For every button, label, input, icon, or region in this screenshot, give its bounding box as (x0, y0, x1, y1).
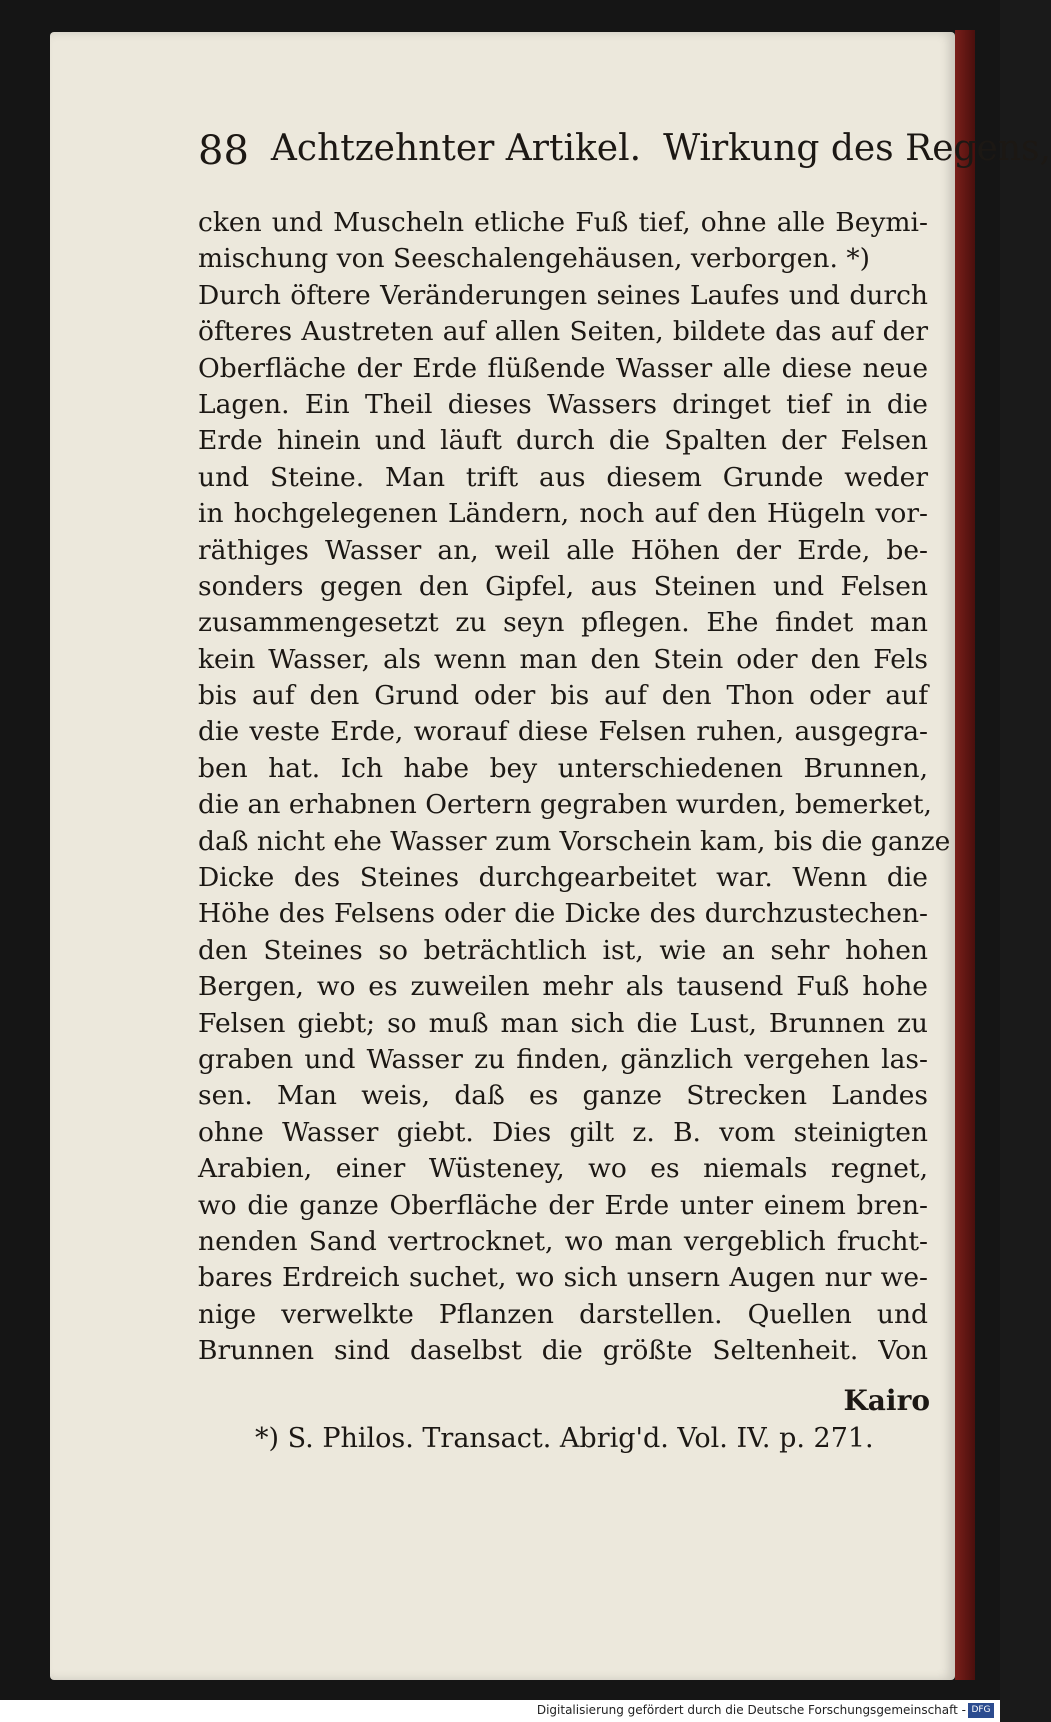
text-line: den Steines so beträchtlich ist, wie an sehr hohen (198, 934, 928, 966)
text-line: Felsen giebt; so muß man sich die Lust, Brunnen zu (198, 1007, 928, 1039)
text-line: in hochgelegenen Ländern, noch auf den Hügeln vor- (198, 498, 928, 530)
page-number: 88 (198, 128, 249, 174)
text-line: Bergen, wo es zuweilen mehr als tausend Fuß hohe (198, 971, 928, 1003)
text-line: zusammengesetzt zu seyn pflegen. Ehe findet man (198, 607, 928, 639)
text-line: kein Wasser, als wenn man den Stein oder den Fels (198, 643, 928, 675)
text-line: bis auf den Grund oder bis auf den Thon oder auf (198, 680, 928, 712)
book-cover-edge (955, 30, 975, 1680)
text-line: Dicke des Steines durchgearbeitet war. Wenn die (198, 862, 928, 894)
text-line: ben hat. Ich habe bey unterschiedenen Brunnen, (198, 752, 928, 784)
text-line: ohne Wasser giebt. Dies gilt z. B. vom steinigten (198, 1116, 928, 1148)
text-line: graben und Wasser zu finden, gänzlich vergehen las- (198, 1043, 928, 1075)
running-header (198, 128, 1051, 174)
text-line: Durch öftere Veränderungen seines Laufes und durch (198, 279, 928, 311)
body-text (198, 205, 951, 1370)
article-title: Achtzehnter Artikel. (270, 128, 642, 169)
running-title: Wirkung des Regens, (663, 128, 1051, 169)
text-line: räthiges Wasser an, weil alle Höhen der Erde, be- (198, 534, 928, 566)
text-line: Lagen. Ein Theil dieses Wassers dringet tief in die (198, 388, 928, 420)
text-line: Erde hinein und läuft durch die Spalten der Felsen (198, 425, 928, 457)
digitization-footer (0, 1700, 1000, 1722)
footer-credit-text: Digitalisierung gefördert durch die Deutsche Forschungsgemeinschaft - (536, 1703, 966, 1717)
text-line: daß nicht ehe Wasser zum Vorschein kam, bis die ganze (198, 825, 951, 857)
text-line: bares Erdreich suchet, wo sich unsern Augen nur we- (198, 1262, 928, 1294)
text-line: mischung von Seeschalengehäusen, verborgen. *) (198, 243, 870, 275)
text-line: cken und Muscheln etliche Fuß tief, ohne alle Beymi- (198, 207, 928, 238)
text-line: die veste Erde, worauf diese Felsen ruhen, ausgegra- (198, 716, 928, 748)
text-line: sen. Man weis, daß es ganze Strecken Landes (198, 1080, 928, 1112)
text-line: Höhe des Felsens oder die Dicke des durchzustechen- (198, 898, 928, 930)
text-line: wo die ganze Oberfläche der Erde unter einem bren- (198, 1189, 928, 1221)
text-line: Arabien, einer Wüsteney, wo es niemals regnet, (198, 1153, 928, 1185)
text-line: nige verwelkte Pflanzen darstellen. Quellen und (198, 1298, 928, 1330)
text-line: die an erhabnen Oertern gegraben wurden, bemerket, (198, 789, 932, 821)
text-line: öfteres Austreten auf allen Seiten, bildete das auf der (198, 316, 928, 348)
text-line: sonders gegen den Gipfel, aus Steinen und Felsen (198, 570, 928, 602)
text-line: nenden Sand vertrocknet, wo man vergeblich frucht- (198, 1225, 928, 1257)
text-line: Brunnen sind daselbst die größte Seltenheit. Von (198, 1335, 928, 1367)
catchword: Kairo (843, 1384, 930, 1417)
dfg-logo: DFG (968, 1703, 994, 1718)
text-line: und Steine. Man trift aus diesem Grunde weder (198, 461, 928, 493)
footnote: *) S. Philos. Transact. Abrig'd. Vol. IV. p. 271. (255, 1423, 874, 1454)
text-line: Oberfläche der Erde flüßende Wasser alle diese neue (198, 352, 928, 384)
